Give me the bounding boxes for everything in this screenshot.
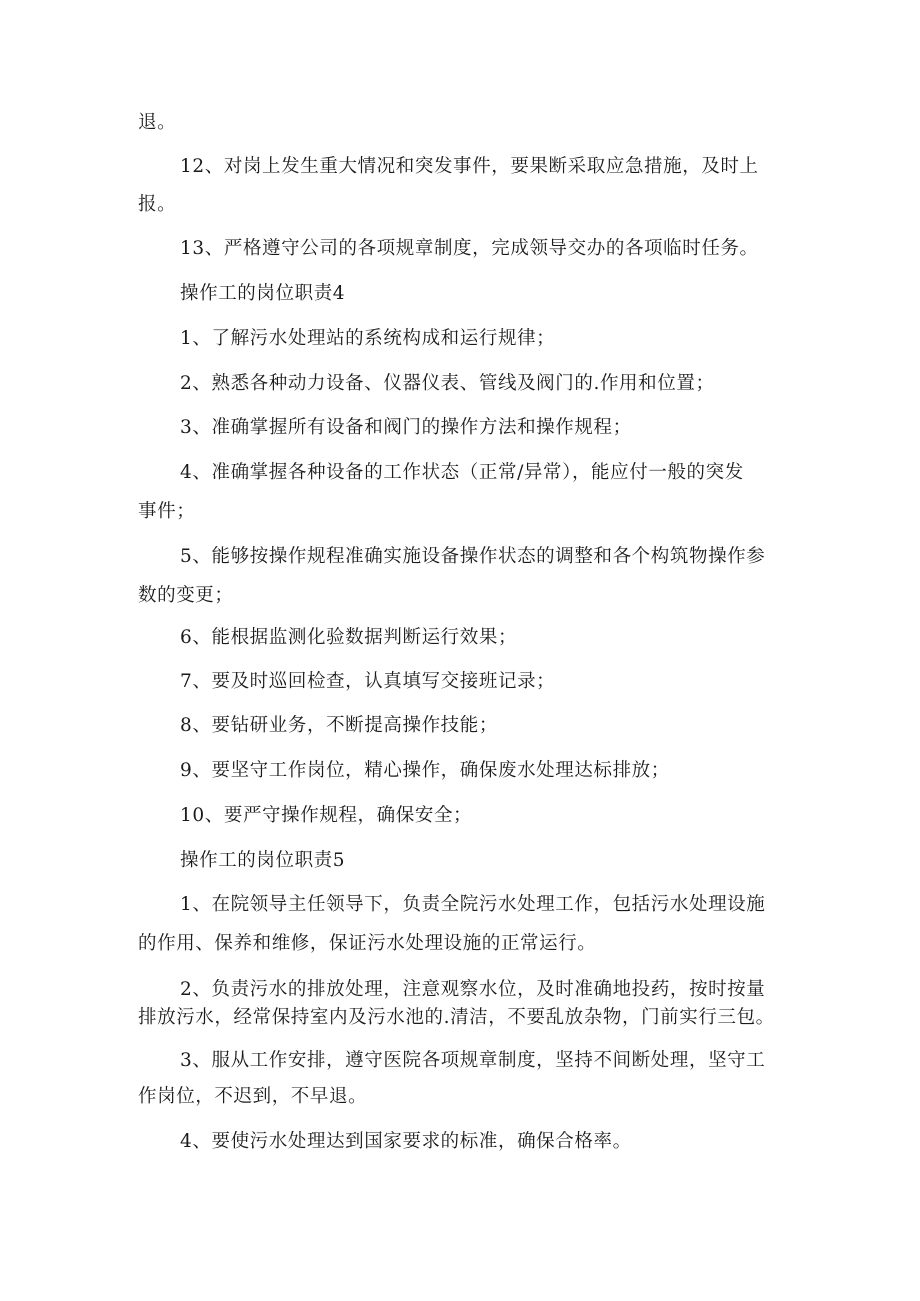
- text-line: 1、了解污水处理站的系统构成和运行规律；: [180, 328, 556, 349]
- text-line: 10、要严守操作规程，确保安全；: [180, 805, 473, 826]
- section-heading: 操作工的岗位职责5: [180, 850, 346, 871]
- text-line: 退。: [138, 112, 177, 133]
- text-line: 5、能够按操作规程准确实施设备操作状态的调整和各个构筑物操作参: [180, 546, 766, 567]
- text-line: 的作用、保养和维修，保证污水处理设施的正常运行。: [138, 933, 597, 954]
- text-line: 数的变更；: [138, 585, 234, 606]
- text-line: 4、准确掌握各种设备的工作状态（正常/异常），能应付一般的突发: [180, 462, 744, 483]
- text-line: 13、严格遵守公司的各项规章制度，完成领导交办的各项临时任务。: [180, 238, 759, 259]
- text-line: 1、在院领导主任领导下，负责全院污水处理工作，包括污水处理设施: [180, 894, 766, 915]
- text-line: 12、对岗上发生重大情况和突发事件，要果断采取应急措施，及时上: [180, 156, 759, 177]
- text-line: 9、要坚守工作岗位，精心操作，确保废水处理达标排放；: [180, 760, 670, 781]
- text-line: 2、负责污水的排放处理，注意观察水位，及时准确地投药，按时按量: [180, 979, 766, 1000]
- section-heading: 操作工的岗位职责4: [180, 283, 346, 304]
- text-line: 3、准确掌握所有设备和阀门的操作方法和操作规程；: [180, 417, 632, 438]
- text-line: 报。: [138, 194, 177, 215]
- text-line: 7、要及时巡回检查，认真填写交接班记录；: [180, 671, 556, 692]
- text-line: 排放污水，经常保持室内及污水池的.清洁，不要乱放杂物，门前实行三包。: [138, 1007, 775, 1028]
- text-line: 2、熟悉各种动力设备、仪器仪表、管线及阀门的.作用和位置；: [180, 373, 715, 394]
- text-line: 4、要使污水处理达到国家要求的标准，确保合格率。: [180, 1131, 632, 1152]
- text-line: 8、要钻研业务，不断提高操作技能；: [180, 715, 498, 736]
- text-line: 事件；: [138, 501, 196, 522]
- text-line: 6、能根据监测化验数据判断运行效果；: [180, 627, 518, 648]
- text-line: 作岗位，不迟到，不早退。: [138, 1086, 368, 1107]
- text-line: 3、服从工作安排，遵守医院各项规章制度，坚持不间断处理，坚守工: [180, 1050, 766, 1071]
